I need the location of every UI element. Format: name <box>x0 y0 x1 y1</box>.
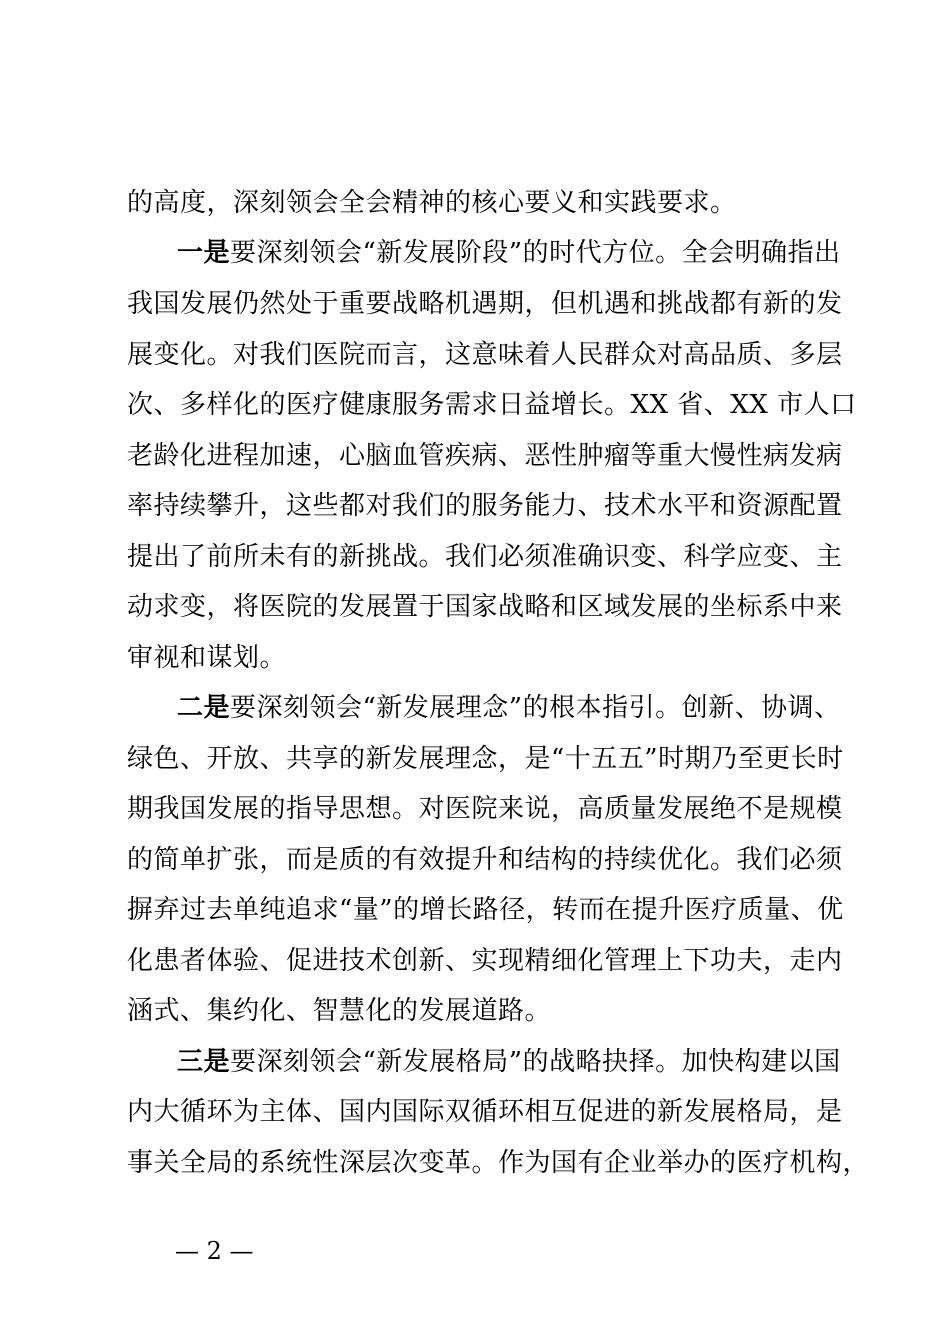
paragraph-line: 事关全局的系统性深层次变革。作为国有企业举办的医疗机构， <box>127 1148 870 1178</box>
paragraph-line: 化患者体验、促进技术创新、实现精细化管理上下功夫，走内 <box>127 946 843 976</box>
paragraph-line: 的高度，深刻领会全会精神的核心要义和实践要求。 <box>127 188 737 218</box>
paragraph-line: 绿色、开放、共享的新发展理念，是“十五五”时期乃至更长时 <box>127 744 844 774</box>
paragraph-line: 展变化。对我们医院而言，这意味着人民群众对高品质、多层 <box>127 340 843 370</box>
page-number: — 2 — <box>175 1237 254 1265</box>
paragraph-line: 我国发展仍然处于重要战略机遇期，但机遇和挑战都有新的发 <box>127 289 843 319</box>
paragraph-line: 审视和谋划。 <box>127 643 287 673</box>
paragraph-line: 动求变，将医院的发展置于国家战略和区域发展的坐标系中来 <box>127 592 843 622</box>
paragraph-line: 内大循环为主体、国内国际双循环相互促进的新发展格局，是 <box>127 1097 843 1127</box>
paragraph-line: 期我国发展的指导思想。对医院来说，高质量发展绝不是规模 <box>127 794 843 824</box>
paragraph-line: 三是要深刻领会“新发展格局”的战略抉择。加快构建以国 <box>177 1047 841 1077</box>
paragraph-line: 老龄化进程加速，心脑血管疾病、恶性肿瘤等重大慢性病发病 <box>127 441 843 471</box>
paragraph-line: 次、多样化的医疗健康服务需求日益增长。XX 省、XX 市人口 <box>127 390 857 420</box>
paragraph-line: 涵式、集约化、智慧化的发展道路。 <box>127 996 552 1026</box>
paragraph-line: 率持续攀升，这些都对我们的服务能力、技术水平和资源配置 <box>127 491 843 521</box>
paragraph-line: 一是要深刻领会“新发展阶段”的时代方位。全会明确指出 <box>177 238 841 268</box>
paragraph-line: 提出了前所未有的新挑战。我们必须准确识变、科学应变、主 <box>127 542 843 572</box>
paragraph-line: 的简单扩张，而是质的有效提升和结构的持续优化。我们必须 <box>127 845 843 875</box>
lead-marker: 三是 <box>177 1047 231 1077</box>
paragraph-line: 二是要深刻领会“新发展理念”的根本指引。创新、协调、 <box>177 693 841 723</box>
lead-marker: 一是 <box>177 238 231 268</box>
paragraph-line: 摒弃过去单纯追求“量”的增长路径，转而在提升医疗质量、优 <box>127 895 844 925</box>
lead-marker: 二是 <box>177 693 231 723</box>
